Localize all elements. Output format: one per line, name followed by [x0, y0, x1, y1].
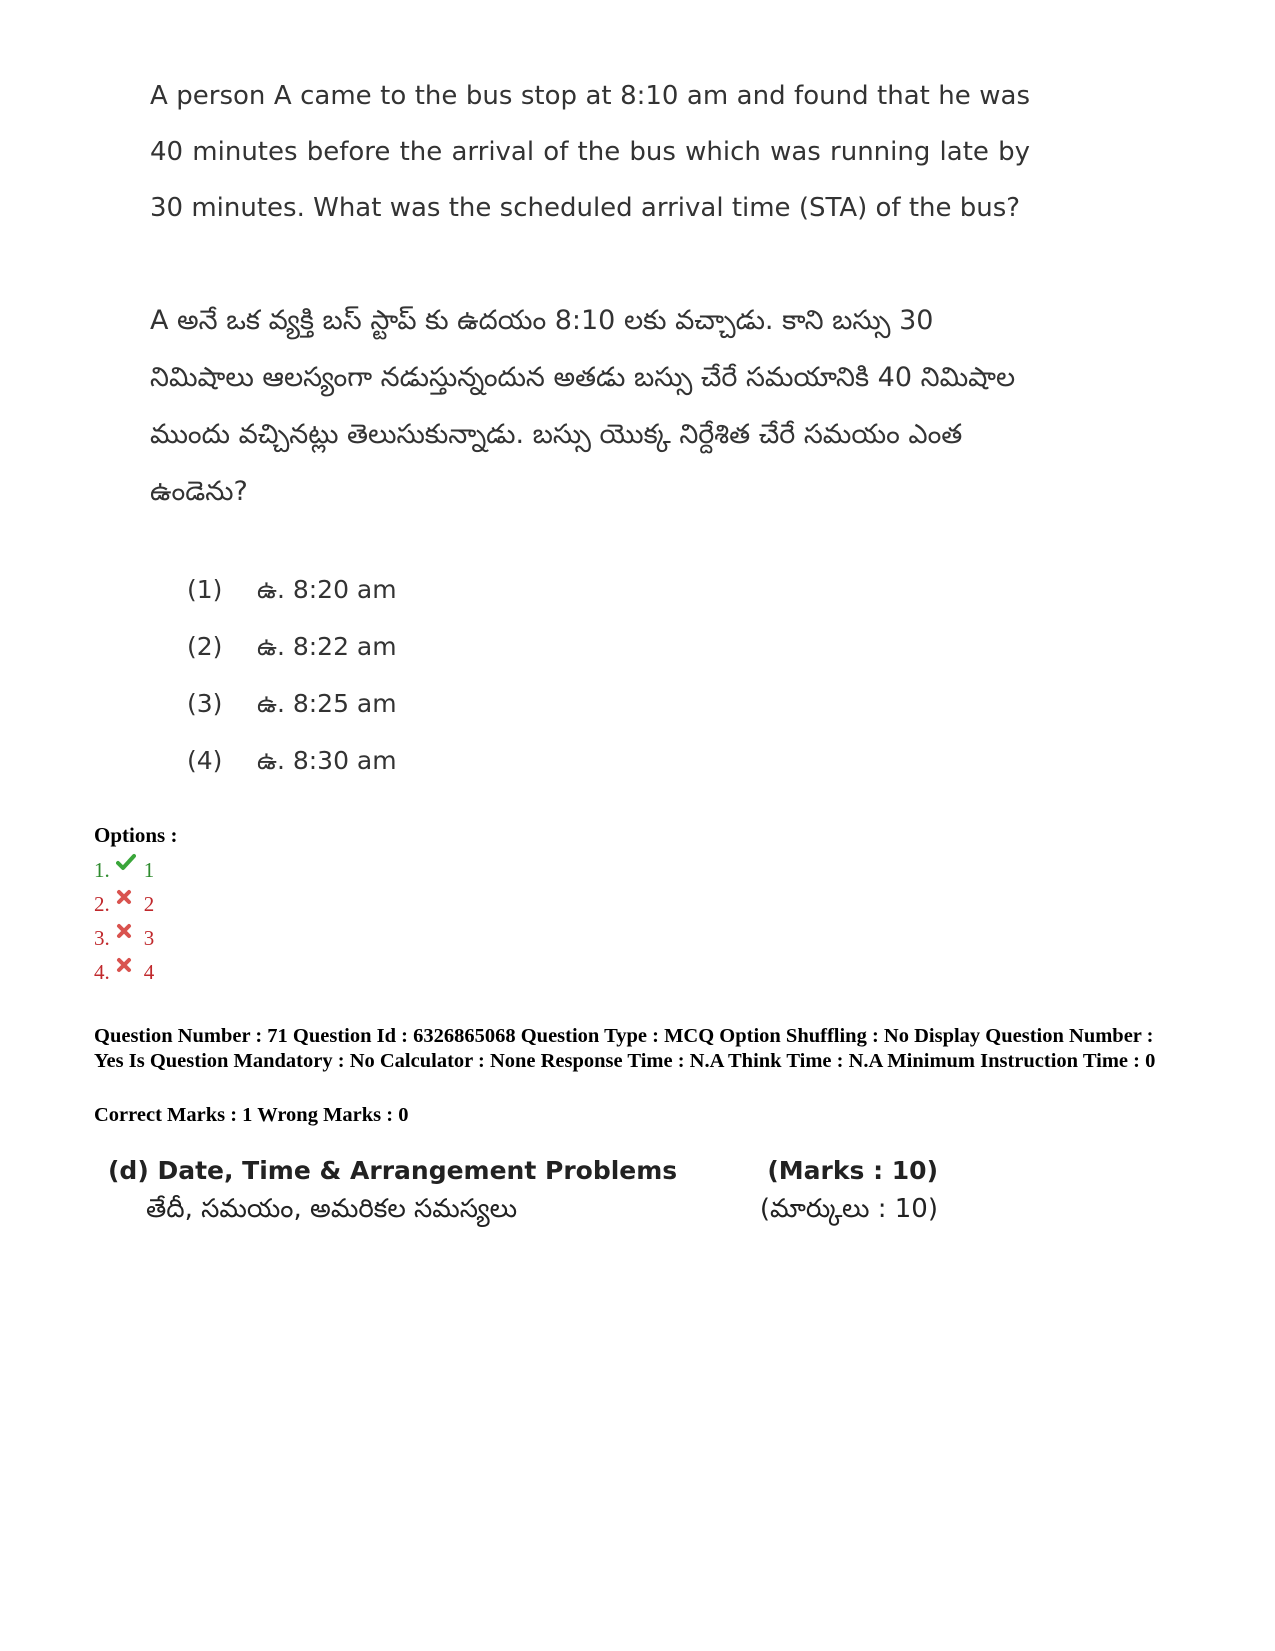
section-marks-telugu: (మార్కులు : 10) — [759, 1194, 938, 1224]
section-title-english: (d) Date, Time & Arrangement Problems — [108, 1156, 678, 1185]
options-list — [94, 853, 154, 989]
choice-text: ఉ. 8:25 am — [257, 689, 397, 718]
cross-icon — [116, 954, 138, 979]
choice-number: (4) — [187, 746, 223, 775]
question-text-telugu: A అనే ఒక వ్యక్తి బస్ స్టాప్ కు ఉదయం 8:10 లకు వచ్చాడు. కాని బస్సు 30 నిమిషాలు ఆలస్యంగా నడుస్తున్నందున అతడు బస్సు చేరే సమయానికి 40 నిమిషాల ముందు వచ్చినట్లు తెలుసుకున్నాడు. బస్సు యొక్క నిర్దేశిత చేరే సమయం ఎంత ఉండెను? — [150, 305, 1016, 507]
choice-item — [187, 632, 397, 689]
choice-item — [187, 689, 397, 746]
cross-icon — [116, 886, 138, 911]
section-title-telugu: తేదీ, సమయం, అమరికల సమస్యలు — [146, 1194, 518, 1224]
choice-number: (3) — [187, 689, 223, 718]
options-heading: Options : — [94, 823, 178, 847]
choice-number: (2) — [187, 632, 223, 661]
option-index: 3. — [94, 925, 110, 950]
choice-item — [187, 746, 397, 803]
check-icon — [116, 852, 138, 877]
option-value: 2 — [143, 891, 155, 916]
cross-icon — [116, 920, 138, 945]
option-item — [94, 887, 154, 921]
option-value: 3 — [143, 925, 155, 950]
section-marks-english: (Marks : 10) — [767, 1156, 938, 1185]
choice-text: ఉ. 8:20 am — [257, 575, 397, 604]
option-item — [94, 853, 154, 887]
choice-text: ఉ. 8:22 am — [257, 632, 397, 661]
option-index: 2. — [94, 891, 110, 916]
marks-info: Correct Marks : 1 Wrong Marks : 0 — [94, 1104, 409, 1126]
option-item — [94, 921, 154, 955]
choice-number: (1) — [187, 575, 223, 604]
choice-item — [187, 575, 397, 632]
question-metadata: Question Number : 71 Question Id : 6326865068 Question Type : MCQ Option Shuffling : No Display Question Number : Yes Is Question Mandatory : No Calculator : None Response Time : N.A Think Time : N.A Minimum Instruction Time : 0 — [94, 1025, 1156, 1072]
choice-text: ఉ. 8:30 am — [257, 746, 397, 775]
option-index: 1. — [94, 857, 110, 882]
answer-choices — [187, 575, 397, 803]
section-header — [108, 1156, 938, 1232]
option-item — [94, 955, 154, 989]
question-text-english: A person A came to the bus stop at 8:10 am and found that he was 40 minutes before the arrival of the bus which was running late by 30 minutes. What was the scheduled arrival time (STA) of the bus? — [150, 81, 1030, 223]
option-index: 4. — [94, 959, 110, 984]
option-value: 4 — [143, 959, 155, 984]
option-value: 1 — [143, 857, 155, 882]
